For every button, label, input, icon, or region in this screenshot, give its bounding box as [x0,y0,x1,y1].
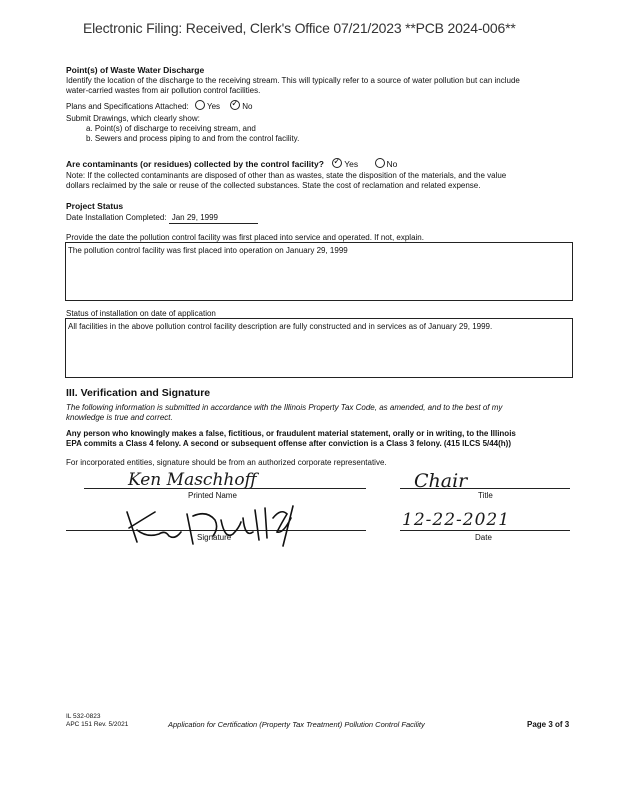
title-line [400,488,570,489]
contaminants-no-radio[interactable] [375,158,385,168]
contaminants-row [66,158,397,169]
contaminants-question: Are contaminants (or residues) collected by the control facility? [66,159,324,169]
felony-warning-2: EPA commits a Class 4 felony. A second or subsequent offense after conviction is a Class 3 felony. (415 ILCS 5/44(h)) [66,439,512,448]
verification-statement-1: The following information is submitted in accordance with the Illinois Property Tax Code, as amended, and to the best of my [66,403,503,412]
contaminants-note-1: Note: If the collected contaminants are disposed of other than as wastes, state the disposition of the materials, and the value [66,171,507,180]
printed-name-label: Printed Name [188,491,237,500]
status-prompt: Status of installation on date of application [66,309,216,318]
date-signed-value[interactable]: 12-22-2021 [402,510,511,530]
contaminants-note-2: dollars reclaimed by the sale or reuse of the collected substances. State the cost of reclamation and related expense. [66,181,481,190]
title-label: Title [478,491,493,500]
contaminants-yes-label: Yes [344,159,359,169]
handwritten-signature[interactable] [115,500,315,550]
submit-label: Submit Drawings, which clearly show: [66,114,200,123]
date-completed-label: Date Installation Completed: [66,213,167,222]
service-answer-text: The pollution control facility was first placed into operation on January 29, 1999 [68,246,348,255]
printed-name-line [84,488,366,489]
verification-heading: III. Verification and Signature [66,387,211,399]
plans-no-radio[interactable] [230,100,240,110]
footer-form-title: Application for Certification (Property Tax Treatment) Pollution Control Facility [168,720,425,729]
date-completed-value[interactable]: Jan 29, 1999 [169,213,258,224]
submit-item-a: a. Point(s) of discharge to receiving stream, and [86,124,256,133]
date-completed-row [66,213,258,224]
project-heading: Project Status [66,201,124,211]
submit-item-b: b. Sewers and process piping to and from the control facility. [86,134,300,143]
plans-yes-label: Yes [206,102,221,111]
contaminants-no-label: No [386,159,398,169]
date-label: Date [475,533,492,542]
contaminants-yes-radio[interactable] [332,158,342,168]
service-prompt: Provide the date the pollution control facility was first placed into service and operated. If not, explain. [66,233,424,242]
title-value[interactable]: Chair [414,470,468,492]
plans-no-label: No [242,102,253,111]
status-answer-box[interactable] [65,318,573,378]
discharge-heading: Point(s) of Waste Water Discharge [66,65,205,75]
service-answer-box[interactable] [65,242,573,301]
printed-name-value[interactable]: Ken Maschhoff [128,470,257,490]
filing-stamp: Electronic Filing: Received, Clerk's Office 07/21/2023 **PCB 2024-006** [83,20,516,36]
footer-page-number: Page 3 of 3 [527,720,570,729]
footer-form-id: IL 532-0823 [66,713,101,720]
status-answer-text: All facilities in the above pollution control facility description are fully constructed and in services as of January 29, 1999. [68,322,493,331]
plans-yes-radio[interactable] [195,100,205,110]
footer-revision: APC 151 Rev. 5/2021 [66,721,129,728]
plans-row [66,100,253,112]
signature-label: Signature [197,533,232,542]
felony-warning-1: Any person who knowingly makes a false, fictitious, or fraudulent material statement, orally or in writing, to the Illinois [66,429,516,438]
discharge-desc-2: water-carried wastes from air pollution control facilities. [66,86,261,95]
discharge-desc-1: Identify the location of the discharge to the receiving stream. This will typically refer to a source of water pollution but can include [66,76,520,85]
corporate-note: For incorporated entities, signature should be from an authorized corporate representative. [66,458,387,467]
date-line [400,530,570,531]
plans-label: Plans and Specifications Attached: [66,102,189,111]
verification-statement-2: knowledge is true and correct. [66,413,173,422]
